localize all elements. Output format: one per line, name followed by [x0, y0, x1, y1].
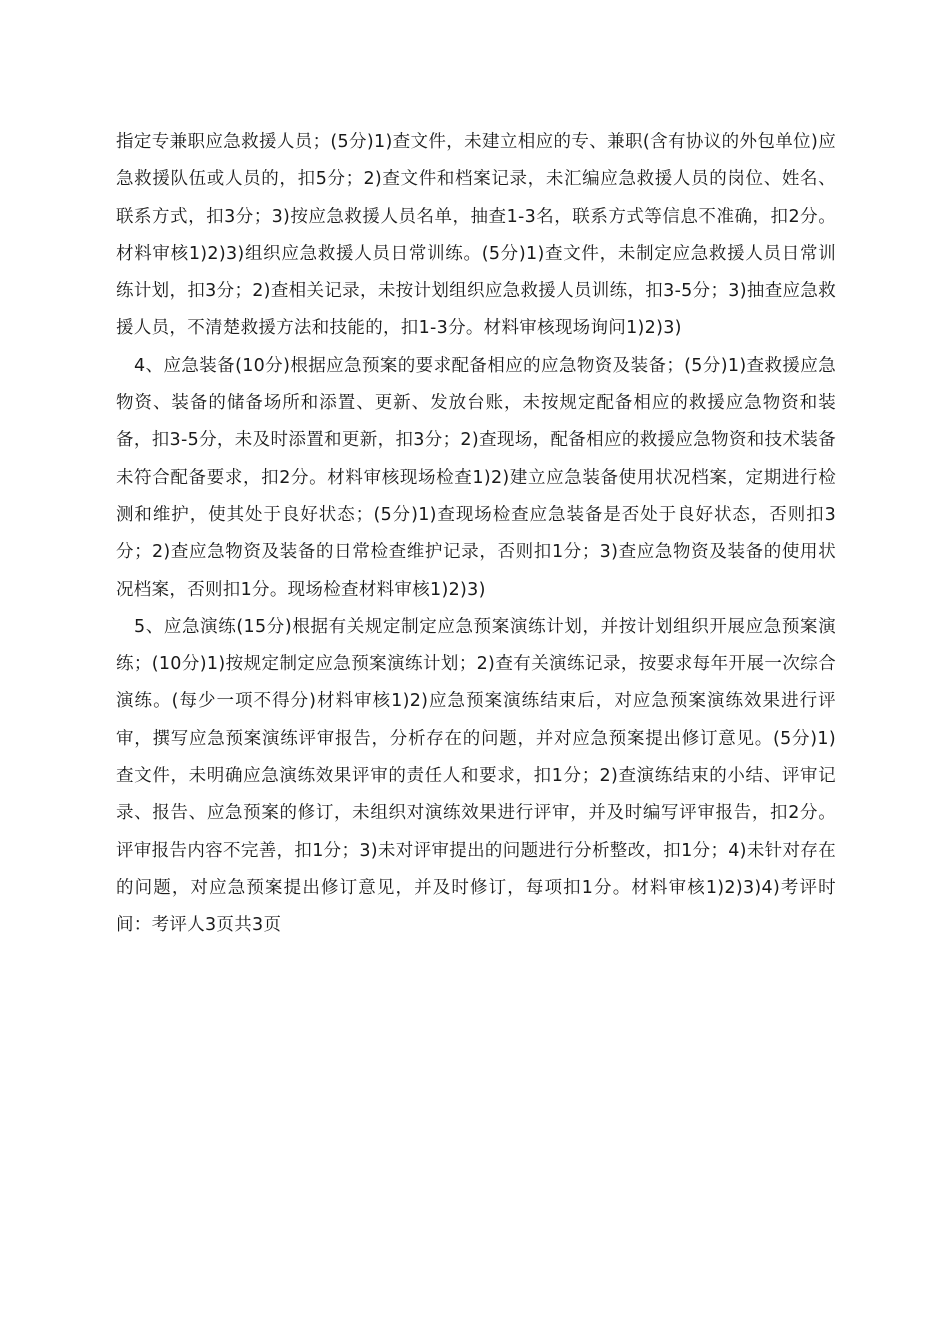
paragraph-emergency-drill: 5、应急演练(15分)根据有关规定制定应急预案演练计划，并按计划组织开展应急预案演练；(10分)1)按规定制定应急预案演练计划；2)查有关演练记录，按要求每年开展一次综合演练。(每少一项不得分)材料审核1)2)应急预案演练结束后，对应急预案演练效果进行评审，撰写应急预案演练评审报告，分析存在的问题，并对应急预案提出修订意见。(5分)1)查文件，未明确应急演练效果评审的责任人和要求，扣1分；2)查演练结束的小结、评审记录、报告、应急预案的修订，未组织对演练效果进行评审，并及时编写评审报告，扣2分。评审报告内容不完善，扣1分；3)未对评审提出的问题进行分析整改，扣1分；4)未针对存在的问题，对应急预案提出修订意见，并及时修订，每项扣1分。材料审核1)2)3)4)考评时间：考评人3页共3页 [116, 616, 836, 936]
document-body [116, 124, 836, 945]
paragraph-emergency-equipment: 4、应急装备(10分)根据应急预案的要求配备相应的应急物资及装备；(5分)1)查救援应急物资、装备的储备场所和添置、更新、发放台账，未按规定配备相应的救援应急物资和装备，扣3-5分，未及时添置和更新，扣3分；2)查现场，配备相应的救援应急物资和技术装备未符合配备要求，扣2分。材料审核现场检查1)2)建立应急装备使用状况档案，定期进行检测和维护，使其处于良好状态；(5分)1)查现场检查应急装备是否处于良好状态，否则扣3分；2)查应急物资及装备的日常检查维护记录，否则扣1分；3)查应急物资及装备的使用状况档案，否则扣1分。现场检查材料审核1)2)3) [116, 355, 836, 600]
paragraph-emergency-personnel: 指定专兼职应急救援人员；(5分)1)查文件，未建立相应的专、兼职(含有协议的外包单位)应急救援队伍或人员的，扣5分；2)查文件和档案记录，未汇编应急救援人员的岗位、姓名、联系方式，扣3分；3)按应急救援人员名单，抽查1-3名，联系方式等信息不准确，扣2分。材料审核1)2)3)组织应急救援人员日常训练。(5分)1)查文件，未制定应急救援人员日常训练计划，扣3分；2)查相关记录，未按计划组织应急救援人员训练，扣3-5分；3)抽查应急救援人员，不清楚救援方法和技能的，扣1-3分。材料审核现场询问1)2)3) [116, 132, 836, 339]
